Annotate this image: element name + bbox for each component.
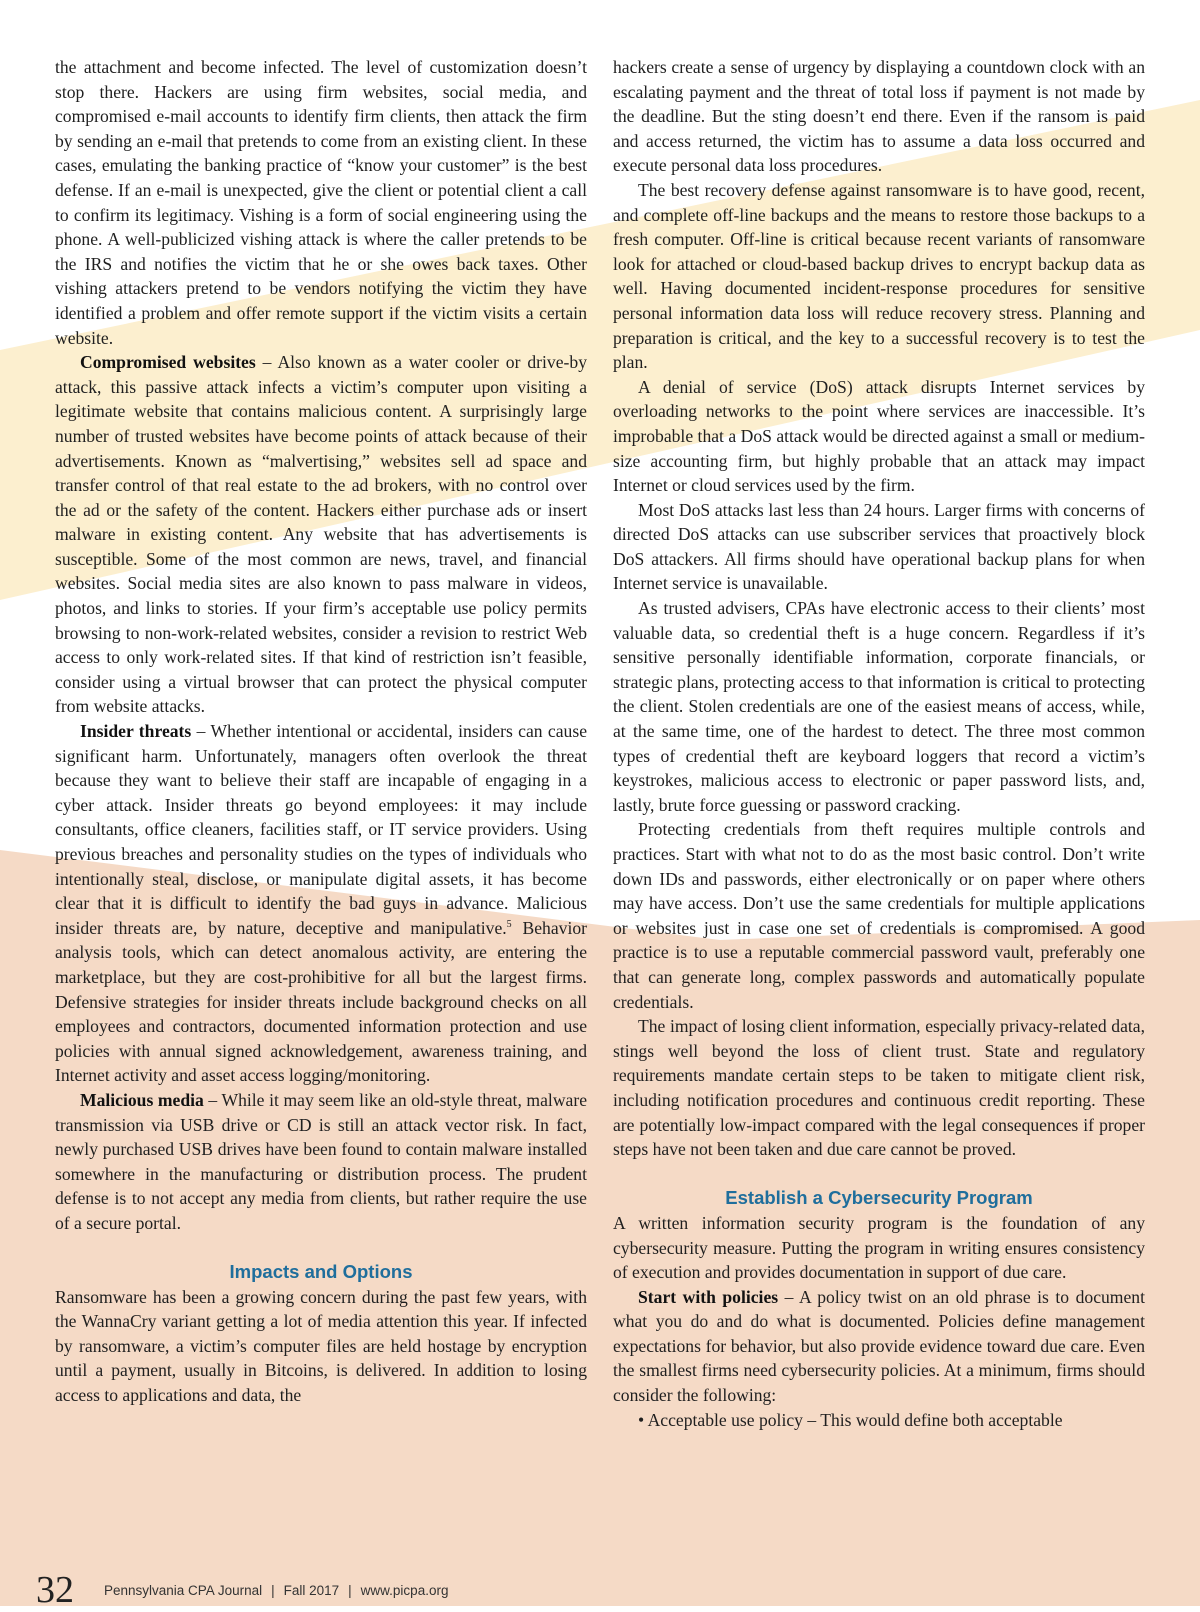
run-in-heading-start-with-policies: Start with policies xyxy=(638,1286,779,1307)
section-heading-cybersecurity-program: Establish a Cybersecurity Program xyxy=(725,1187,1033,1209)
paragraph-compromised-websites: Compromised websites – Also known as a water cooler or drive-by attack, this passive attack infects a victim’s computer upon visiting a legitimate website that contains malicious content. A surprisingly large number of trusted websites have become points of attack because of their advertisements. Known as “malvertising,” websites sell ad space and transfer control of that real estate to the ad brokers, with no control over the ad or the safety of the content. Hackers either purchase ads or insert malware in existing content. Any website that has advertisements is susceptible. Some of the most common are news, travel, and financial websites. Social media sites are also known to pass malware in videos, photos, and links to stories. If your firm’s acceptable use policy permits browsing to non-work-related websites, consider a revision to restrict Web access to only work-related sites. If that kind of restriction isn’t feasible, consider using a virtual browser that can protect the physical computer from website attacks. xyxy=(55,352,587,717)
paragraph-protecting-credentials: Protecting credentials from theft requires multiple controls and practices. Start with what not to do as the most basic control. Don’t write down IDs and passwords, either electronically or on paper where others may have access. Don’t use the same credentials for multiple applications or websites just in case one set of credentials is compromised. A good practice is to use a reputable commercial password vault, preferably one that can generate long, complex passwords and automatically populate credentials. xyxy=(613,819,1145,1012)
paragraph-insider-threats: Insider threats – Whether intentional or accidental, insiders can cause significant harm. Unfortunately, managers often overlook the threat because they want to believe their staff are incapable of engaging in a cyber attack. Insider threats go beyond employees: it may include consultants, office cleaners, facilities staff, or IT service providers. Using previous breaches and personality studies on the types of individuals who intentionally steal, disclose, or manipulate digital assets, it has become clear that it is difficult to identify the bad guys in advance. Malicious insider threats are, by nature, deceptive and manipulative.$^5$ Behavior analysis tools, which can detect anomalous activity, are entering the marketplace, but they are cost-prohibitive for all but the largest firms. Defensive strategies for insider threats include background checks on all employees and contractors, documented information protection and use policies with annual signed acknowledgement, awareness training, and Internet activity and asset access logging/monitoring. xyxy=(55,721,588,1086)
left-column xyxy=(55,55,587,1408)
paragraph-phishing-vishing: the attachment and become infected. The level of customization doesn’t stop there. Hackers are using firm websites, social media, and compromised e-mail accounts to identify firm clients, then attack the firm by sending an e-mail that pretends to come from an existing client. In these cases, emulating the banking practice of “know your customer” is the best defense. If an e-mail is unexpected, give the client or potential client a call to confirm its legitimacy. Vishing is a form of social engineering using the phone. A well-publicized vishing attack is where the caller pretends to be the IRS and notifies the victim that he or she owes back taxes. Other vishing attackers pretend to be vendors notifying the victim they have identified a problem and offer remote support if the victim visits a certain website. xyxy=(55,57,587,348)
paragraph-ransom-urgency: hackers create a sense of urgency by displaying a countdown clock with an escalating payment and the threat of total loss if payment is not made by the deadline. But the sting doesn’t end there. Even if the ransom is paid and access returned, the victim has to assume a data loss occurred and execute personal data loss procedures. xyxy=(613,57,1145,176)
journal-name: Pennsylvania CPA Journal xyxy=(104,1582,263,1598)
paragraph-ransomware: Ransomware has been a growing concern during the past few years, with the WannaCry variant getting a lot of media attention this year. If infected by ransomware, a victim’s computer files are held hostage by encryption until a payment, usually in Bitcoins, is delivered. In addition to losing access to applications and data, the xyxy=(55,1286,587,1406)
website-link[interactable]: www.picpa.org xyxy=(360,1582,449,1598)
paragraph-malicious-media: Malicious media – While it may seem like an old-style threat, malware transmission via USB drive or CD is still an attack vector risk. In fact, newly purchased USB drives have been found to contain malware installed somewhere in the manufacturing or distribution process. The prudent defense is to not accept any media from clients, but rather require the use of a secure portal. xyxy=(55,1089,587,1233)
bullet-acceptable-use-policy: • Acceptable use policy – This would define both acceptable xyxy=(638,1409,1063,1430)
page-number: 32 xyxy=(36,1569,74,1611)
issue-date: Fall 2017 xyxy=(283,1582,340,1598)
right-column xyxy=(613,55,1145,1432)
run-in-heading-compromised-websites: Compromised websites xyxy=(80,352,256,373)
paragraph-denial-of-service: A denial of service (DoS) attack disrupts Internet services by overloading networks to the point where services are inaccessible. It’s improbable that a DoS attack would be directed against a small or medium-size accounting firm, but highly probable that an attack may impact Internet or cloud services used by the firm. xyxy=(613,376,1145,496)
paragraph-written-program: A written information security program is the foundation of any cybersecurity measure. Putting the program in writing ensures consistency of execution and provides documentation in support of due care. xyxy=(613,1212,1145,1283)
run-in-heading-malicious-media: Malicious media xyxy=(80,1089,204,1110)
paragraph-recovery-backups: The best recovery defense against ransomware is to have good, recent, and complete off-line backups and the means to restore those backups to a fresh computer. Off-line is critical because recent variants of ransomware look for attached or cloud-based backup drives to encrypt backup data as well. Having documented incident-response procedures for sensitive personal information data loss will reduce recovery stress. Planning and preparation is critical, and the key to a successful recovery is to test the plan. xyxy=(613,179,1145,373)
paragraph-impact-client-info: The impact of losing client information, especially privacy-related data, stings well beyond the loss of client trust. State and regulatory requirements mandate certain steps to be taken to mitigate client risk, including notification procedures and continuous credit reporting. These are potentially low-impact compared with the legal consequences if proper steps have not been taken and due care cannot be proved. xyxy=(613,1016,1145,1160)
run-in-heading-insider-threats: Insider threats xyxy=(80,721,192,742)
footer-separator: | xyxy=(271,1582,275,1598)
page-footer xyxy=(36,1568,448,1612)
paragraph-start-with-policies: Start with policies – A policy twist on an old phrase is to document what you do and do what is documented. Policies define management expectations for behavior, but also provide evidence toward due care. Even the smallest firms need cybersecurity policies. At a minimum, firms should consider the following: xyxy=(613,1286,1145,1406)
footer-separator: | xyxy=(348,1582,352,1598)
paragraph-credential-theft: As trusted advisers, CPAs have electronic access to their clients’ most valuable data, so credential theft is a huge concern. Regardless if it’s sensitive personally identifiable information, corporate financials, or strategic plans, protecting access to that information is critical to protecting the client. Stolen credentials are one of the easiest means of access, while, at the same time, one of the hardest to detect. The three most common types of credential theft are keyboard loggers that record a victim’s keystrokes, malicious access to electronic or paper password lists, and, lastly, brute force guessing or password cracking. xyxy=(613,598,1145,815)
paragraph-dos-duration: Most DoS attacks last less than 24 hours. Larger firms with concerns of directed DoS attacks can use subscriber services that proactively block DoS attackers. All firms should have operational backup plans for when Internet service is unavailable. xyxy=(613,499,1145,594)
section-heading-impacts-options: Impacts and Options xyxy=(229,1261,413,1283)
footnote-marker: 5 xyxy=(506,918,512,930)
